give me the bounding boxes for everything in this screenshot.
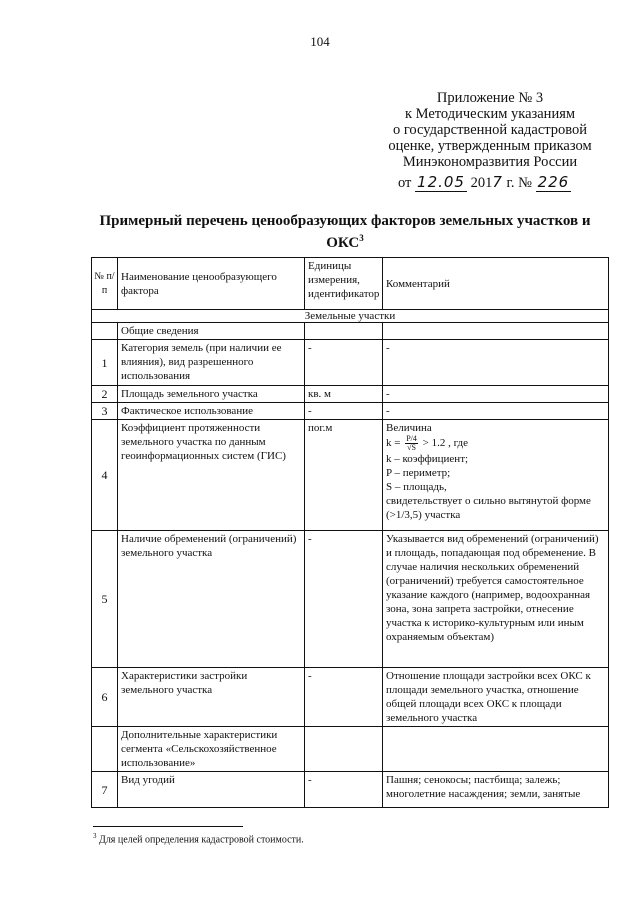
table-row bbox=[92, 420, 609, 531]
row-num: 1 bbox=[92, 340, 118, 386]
table-header-row bbox=[92, 258, 609, 310]
row-unit: - bbox=[305, 340, 383, 386]
appendix-line-4: оценке, утвержденным приказом bbox=[388, 138, 592, 154]
section-row bbox=[92, 310, 609, 323]
row-comment: Отношение площади застройки всех ОКС к площади земельного участка, отношение общей площади всех ОКС к площади земельного участка bbox=[383, 668, 609, 727]
row-comment: Пашня; сенокосы; пастбища; залежь; многолетние насаждения; земли, занятые bbox=[383, 772, 609, 808]
order-mid: г. № bbox=[506, 175, 532, 191]
row-num: 6 bbox=[92, 668, 118, 727]
row-comment bbox=[383, 323, 609, 340]
header-num: № п/п bbox=[92, 258, 118, 310]
row-num: 7 bbox=[92, 772, 118, 808]
row-unit bbox=[305, 323, 383, 340]
row-num bbox=[92, 323, 118, 340]
footnote bbox=[93, 832, 304, 845]
formula-intro: Величина bbox=[386, 422, 432, 434]
formula-lhs: k = bbox=[386, 437, 401, 450]
order-reference bbox=[398, 173, 598, 192]
row-name: Дополнительные характеристики сегмента «Сельскохозяйственное использование» bbox=[118, 727, 305, 772]
row-name: Вид угодий bbox=[118, 772, 305, 808]
appendix-line-3: о государственной кадастровой bbox=[392, 122, 588, 138]
row-comment: Указывается вид обременений (ограничений) и площадь, попадающая под обременение. В случае наличия нескольких обременений (ограничений) требуется самостоятельное указание каждого (например, водоохранная зона, зона запрета застройки, отнесение участка к историко-культурным или иным охраняемым объектам) bbox=[383, 531, 609, 668]
row-comment: - bbox=[383, 403, 609, 420]
header-unit: Единицы измерения, идентификатор bbox=[305, 258, 383, 310]
row-name: Площадь земельного участка bbox=[118, 386, 305, 403]
footnote-text: Для целей определения кадастровой стоимости. bbox=[99, 834, 304, 846]
comment-line: S – площадь, bbox=[386, 481, 447, 493]
comment-line: P – периметр; bbox=[386, 467, 451, 479]
comment-line: свидетельствует о сильно вытянутой форме (>1/3,5) участка bbox=[386, 495, 591, 521]
header-name: Наименование ценообразующего фактора bbox=[118, 258, 305, 310]
row-num: 2 bbox=[92, 386, 118, 403]
row-unit: - bbox=[305, 772, 383, 808]
row-unit: кв. м bbox=[305, 386, 383, 403]
row-comment: - bbox=[383, 340, 609, 386]
order-prefix: от bbox=[398, 175, 412, 191]
appendix-line-1: Приложение № 3 bbox=[436, 90, 544, 106]
formula-fraction bbox=[405, 435, 418, 452]
table-row bbox=[92, 772, 609, 808]
row-name: Коэффициент протяженности земельного участка по данным геоинформационных систем (ГИС) bbox=[118, 420, 305, 531]
order-year-handwritten: 7 bbox=[492, 173, 503, 191]
table-row bbox=[92, 727, 609, 772]
appendix-line-2: к Методическим указаниям bbox=[404, 106, 576, 122]
row-comment bbox=[383, 420, 609, 531]
formula-denominator: √S bbox=[407, 443, 416, 452]
row-name: Общие сведения bbox=[118, 323, 305, 340]
factor-table bbox=[91, 257, 609, 808]
formula-rhs: > 1.2 , где bbox=[422, 437, 469, 450]
row-unit: пог.м bbox=[305, 420, 383, 531]
row-unit: - bbox=[305, 531, 383, 668]
document-title bbox=[95, 213, 595, 252]
formula bbox=[386, 435, 605, 452]
table-row bbox=[92, 386, 609, 403]
comment-line: k – коэффициент; bbox=[386, 453, 469, 465]
row-name: Характеристики застройки земельного участка bbox=[118, 668, 305, 727]
order-year-prefix: 201 bbox=[470, 175, 493, 191]
table-row bbox=[92, 323, 609, 340]
table-row bbox=[92, 531, 609, 668]
table-row bbox=[92, 340, 609, 386]
header-comment: Комментарий bbox=[383, 258, 609, 310]
row-unit: - bbox=[305, 668, 383, 727]
title-text: Примерный перечень ценообразующих факторов земельных участков и ОКС bbox=[99, 213, 591, 251]
appendix-line-5: Минэкономразвития России bbox=[402, 154, 578, 170]
footnote-divider bbox=[93, 826, 243, 827]
order-number-handwritten: 226 bbox=[537, 173, 570, 191]
table-row bbox=[92, 403, 609, 420]
section-title: Земельные участки bbox=[92, 310, 609, 323]
page-number: 104 bbox=[310, 34, 330, 49]
formula-numerator: P/4 bbox=[406, 434, 417, 443]
row-unit: - bbox=[305, 403, 383, 420]
title-footnote-ref: 3 bbox=[359, 233, 364, 243]
order-date-handwritten: 12.05 bbox=[417, 173, 465, 191]
row-name: Фактическое использование bbox=[118, 403, 305, 420]
table-row bbox=[92, 668, 609, 727]
row-comment bbox=[383, 727, 609, 772]
row-num: 5 bbox=[92, 531, 118, 668]
row-unit bbox=[305, 727, 383, 772]
row-num: 3 bbox=[92, 403, 118, 420]
row-num: 4 bbox=[92, 420, 118, 531]
footnote-ref: 3 bbox=[93, 832, 97, 840]
row-comment: - bbox=[383, 386, 609, 403]
row-num bbox=[92, 727, 118, 772]
row-name: Категория земель (при наличии ее влияния), вид разрешенного использования bbox=[118, 340, 305, 386]
row-name: Наличие обременений (ограничений) земельного участка bbox=[118, 531, 305, 668]
